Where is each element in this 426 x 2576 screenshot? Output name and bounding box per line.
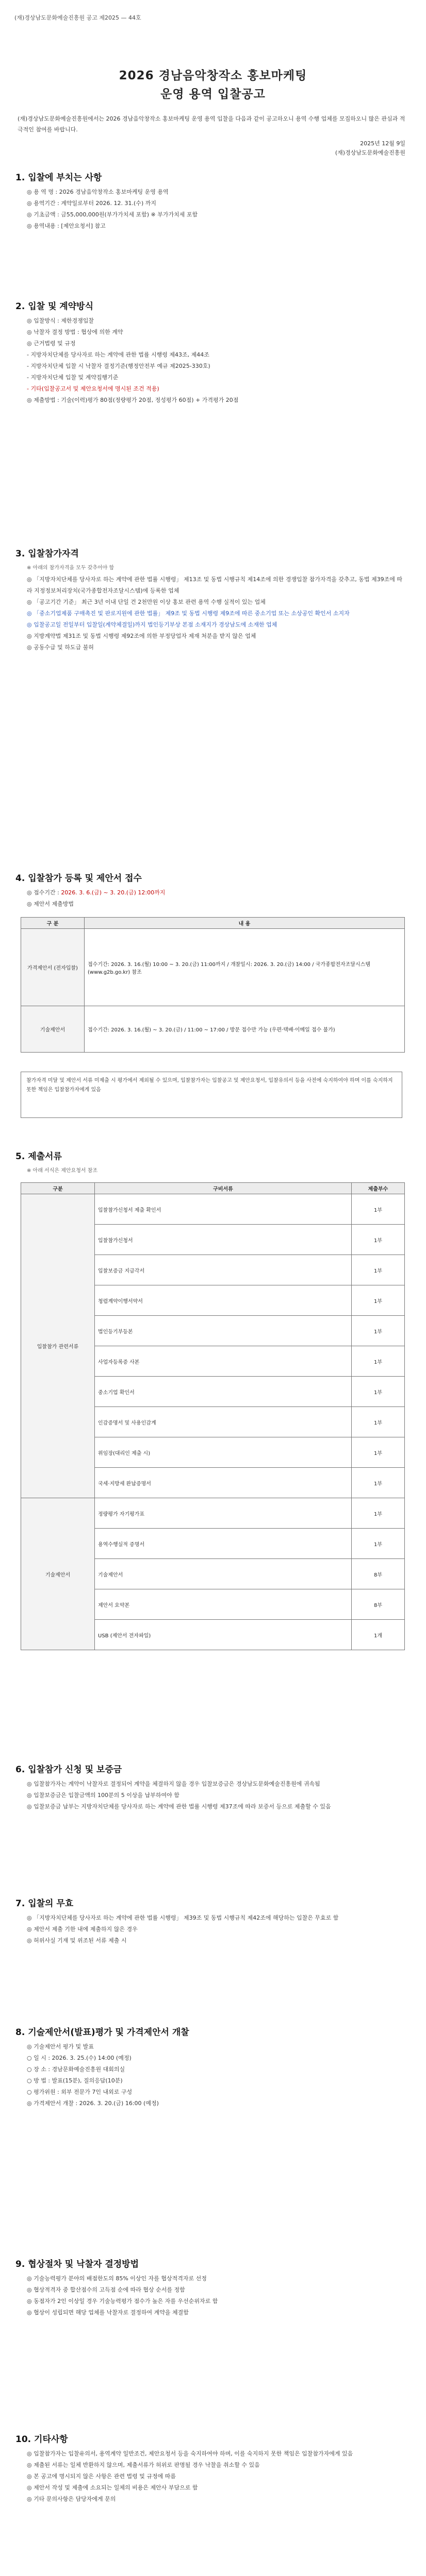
table-cell: 입찰참가신청서: [95, 1225, 352, 1255]
section-10-title: 10. 기타사항: [15, 2434, 68, 2445]
section-4-title: 4. 입찰참가 등록 및 제안서 접수: [15, 873, 142, 884]
s8-line: ○ 장 소 : 경남문화예술진흥원 대회의실: [27, 2066, 125, 2073]
s8-line: ◎ 기술제안서 평가 및 발표: [27, 2043, 94, 2050]
s6-line: ◎ 입찰보증금은 입찰금액의 100분의 5 이상을 납부하여야 함: [27, 1792, 179, 1799]
notice-date: 2025년 12월 9일: [360, 140, 405, 147]
table-header: 제출부수: [352, 1183, 405, 1194]
s2-line: ◎ 제출방법 : 기술(이력)평가 80점(정량평가 20점, 정성평가 60점) + 가격평가 20점: [27, 397, 239, 403]
s7-line: ◎ 허위사실 기재 및 위조된 서류 제출 시: [27, 1937, 127, 1944]
submission-table: [21, 917, 405, 1053]
section-6-title: 6. 입찰참가 신청 및 보증금: [15, 1765, 122, 1775]
table-cell: 제안서 요약본: [95, 1589, 352, 1620]
s10-line: ◎ 제출된 서류는 일체 반환하지 않으며, 제출서류가 허위로 판명될 경우 낙찰을 취소할 수 있음: [27, 2462, 260, 2468]
section-2-title: 2. 입찰 및 계약방식: [15, 301, 93, 312]
s3-line: ◎ 지방계약법 제31조 및 동법 시행령 제92조에 의한 부정당업자 제재 처분을 받지 않은 업체: [27, 633, 256, 639]
table-cell: 중소기업 확인서: [95, 1377, 352, 1407]
table-cell: 1개: [352, 1620, 405, 1650]
s2-line: ◎ 근거법령 및 규정: [27, 340, 76, 347]
table-cell: 1부: [352, 1529, 405, 1559]
table-cell: 정량평가 자기평가표: [95, 1498, 352, 1529]
page-subtitle: 운영 용역 입찰공고: [160, 88, 266, 101]
s9-line: ◎ 협상이 성립되면 해당 업체를 낙찰자로 결정하여 계약을 체결함: [27, 2309, 189, 2316]
s10-line: ◎ 입찰참가자는 입찰유의서, 용역계약 일반조건, 제안요청서 등을 숙지하여야 하며, 이를 숙지하지 못한 책임은 입찰참가자에게 있음: [27, 2450, 353, 2457]
section-1-body: [27, 187, 403, 232]
s2-line: - 지방자치단체를 당사자로 하는 계약에 관한 법률 시행령 제43조, 제44조: [27, 351, 209, 358]
table-cell: 1부: [352, 1407, 405, 1437]
s7-line: ◎ 제안서 제출 기한 내에 제출하지 않은 경우: [27, 1926, 138, 1933]
date-block: [335, 139, 405, 158]
s3-line: ◎ 공동수급 및 하도급 불허: [27, 644, 94, 651]
table-cell: 8부: [352, 1589, 405, 1620]
table-cell: 기술제안서: [21, 1006, 85, 1053]
table-cell: 1부: [352, 1255, 405, 1285]
s3-line: ◎ 「지방자치단체를 당사자로 하는 계약에 관한 법률 시행령」 제13조 및 동법 시행규칙 제14조에 의한 경쟁입찰 참가자격을 갖추고, 동법 제39조에 따라 지정정보처리장치(국가종합전자조달시스템)에 등록한 업체: [27, 576, 402, 594]
table-row: [21, 1498, 405, 1529]
table-cell: 국세·지방세 완납증명서: [95, 1468, 352, 1498]
section-1-title: 1. 입찰에 부치는 사항: [15, 173, 102, 183]
table-cell: 1부: [352, 1316, 405, 1346]
section-5-title: 5. 제출서류: [15, 1151, 62, 1162]
table-cell: 위임장(대리인 제출 시): [95, 1437, 352, 1468]
s5-note: ※ 아래 서식은 제안요청서 참조: [27, 1168, 98, 1174]
s9-line: ◎ 기술능력평가 분야의 배점한도의 85% 이상인 자를 협상적격자로 선정: [27, 2275, 207, 2282]
table-cell: 기술제안서: [95, 1559, 352, 1589]
s1-line: ◎ 용역기간 : 계약일로부터 2026. 12. 31.(수) 까지: [27, 200, 156, 207]
table-cell: 용역수행실적 증명서: [95, 1529, 352, 1559]
table-cell: 입찰참가 관련서류: [21, 1194, 95, 1498]
section-4-body: [27, 887, 403, 910]
s9-line: ◎ 동점자가 2인 이상일 경우 기술능력평가 점수가 높은 자를 우선순위자로 함: [27, 2298, 218, 2304]
s3-line: ※ 아래의 참가자격을 모두 갖추어야 함: [27, 565, 114, 571]
table-cell: 1부: [352, 1437, 405, 1468]
section-7-title: 7. 입찰의 무효: [15, 1899, 74, 1909]
s2-line: ◎ 낙찰자 결정 방법 : 협상에 의한 계약: [27, 329, 123, 335]
section-3-body: [27, 563, 403, 653]
section-8-body: [27, 2041, 403, 2109]
table-cell: USB (제안서 전자파일): [95, 1620, 352, 1650]
table-cell: 청렴계약이행서약서: [95, 1285, 352, 1316]
s2-line: - 기타(입찰공고서 및 제안요청서에 명시된 조건 적용): [27, 385, 159, 392]
table-header: 구비서류: [95, 1183, 352, 1194]
s6-line: ◎ 입찰보증금 납부는 지방자치단체를 당사자로 하는 계약에 관한 법률 시행령 제37조에 따라 보증서 등으로 제출할 수 있음: [27, 1803, 331, 1810]
table-cell: 기술제안서: [21, 1498, 95, 1650]
s4-period: [27, 887, 403, 899]
s4-period-value: 2026. 3. 6.(금) ~ 3. 20.(금) 12:00까지: [61, 889, 166, 896]
s6-line: ◎ 입찰참가자는 계약이 낙찰자로 결정되어 계약을 체결하지 않을 경우 입찰보증금은 경상남도문화예술진흥원에 귀속됨: [27, 1781, 320, 1787]
s8-line: ◎ 가격제안서 개찰 : 2026. 3. 20.(금) 16:00 (예정): [27, 2100, 159, 2107]
section-7-body: [27, 1912, 403, 1946]
s3-line: ◎ 입찰공고일 전일부터 입찰일(계약체결일)까지 법인등기부상 본점 소재지가 경상남도에 소재한 업체: [27, 621, 277, 628]
section-8-title: 8. 기술제안서(발표)평가 및 가격제안서 개찰: [15, 2027, 189, 2038]
s10-line: ◎ 제안서 작성 및 제출에 소요되는 일체의 비용은 제안사 부담으로 함: [27, 2484, 198, 2491]
s1-line: ◎ 용 역 명 : 2026 경남음악창작소 홍보마케팅 운영 용역: [27, 189, 169, 195]
table-row: [21, 1194, 405, 1225]
s10-line: ◎ 기타 문의사항은 담당자에게 문의: [27, 2496, 116, 2502]
section-10-body: [27, 2448, 403, 2505]
table-cell: 입찰보증금 지급각서: [95, 1255, 352, 1285]
table-header: 구 분: [21, 918, 85, 929]
section-9-title: 9. 협상절차 및 낙찰자 결정방법: [15, 2259, 139, 2269]
s1-line: ◎ 용역내용 : [제안요청서] 참고: [27, 223, 106, 229]
s4-sub: ◎ 제안서 제출방법: [27, 901, 74, 907]
table-cell: 1부: [352, 1346, 405, 1377]
s7-line: ◎ 「지방자치단체를 당사자로 하는 계약에 관한 법률 시행령」 제39조 및 동법 시행규칙 제42조에 해당하는 입찰은 무효로 함: [27, 1914, 339, 1921]
s1-line: ◎ 기초금액 : 금55,000,000원(부가가치세 포함) ※ 부가가치세 포함: [27, 211, 198, 218]
s2-line: - 지방자치단체 입찰 및 계약집행기준: [27, 374, 119, 381]
s8-line: ○ 일 시 : 2026. 3. 25.(수) 14:00 (예정): [27, 2055, 132, 2061]
s2-line: - 지방자치단체 입찰 시 낙찰자 결정기준(행정안전부 예규 제2025-330호): [27, 363, 210, 369]
section-3-title: 3. 입찰참가자격: [15, 549, 79, 559]
table-cell: 1부: [352, 1468, 405, 1498]
table-cell: 1부: [352, 1194, 405, 1225]
table-cell: 8부: [352, 1559, 405, 1589]
table-cell: 가격제안서 (전자입찰): [21, 929, 85, 1006]
s8-line: ○ 방 법 : 발표(15분), 질의응답(10분): [27, 2077, 123, 2084]
table-cell: 1부: [352, 1377, 405, 1407]
s4-period-label: ◎ 접수기간 :: [27, 889, 61, 896]
documents-table: [21, 1182, 405, 1650]
table-cell: 인감증명서 및 사용인감계: [95, 1407, 352, 1437]
table-cell: 1부: [352, 1498, 405, 1529]
header-note: (재)경상남도문화예술진흥원 공고 제2025 — 44호: [14, 14, 141, 21]
table-cell: 1부: [352, 1225, 405, 1255]
table-header: 구분: [21, 1183, 95, 1194]
section-2-body: [27, 315, 403, 406]
s4-notice-box: 참가자격 미달 및 제안서 서류 미제출 시 평가에서 제외될 수 있으며, 입찰참가자는 입찰공고 및 제안요청서, 입찰유의서 등을 사전에 숙지하여야 하며 이를 숙지하지 못한 책임은 입찰참가자에게 있음: [21, 1072, 402, 1118]
table-cell: 사업자등록증 사본: [95, 1346, 352, 1377]
s3-line: ◎ 「공고기간 기준」 최근 3년 이내 단일 건 2천만원 이상 홍보 관련 용역 수행 실적이 있는 업체: [27, 599, 266, 605]
section-6-body: [27, 1778, 403, 1812]
table-header: 내 용: [85, 918, 405, 929]
s10-line: ◎ 본 공고에 명시되지 않은 사항은 관련 법령 및 규정에 따름: [27, 2473, 176, 2480]
table-cell: 법인등기부등본: [95, 1316, 352, 1346]
s9-line: ◎ 협상적격자 중 합산점수의 고득점 순에 따라 협상 순서를 정함: [27, 2286, 185, 2293]
s2-line: ◎ 입찰방식 : 제한경쟁입찰: [27, 317, 94, 324]
table-cell: 접수기간: 2026. 3. 16.(월) 10:00 ~ 3. 20.(금) 11:00까지 / 개찰일시: 2026. 3. 20.(금) 14:00 / 국가종합전자조달시스템(www.g2b.go.kr) 참조: [85, 929, 405, 1006]
s3-line: ◎ 「중소기업제품 구매촉진 및 판로지원에 관한 법률」 제9조 및 동법 시행령 제9조에 따른 중소기업 또는 소상공인 확인서 소지자: [27, 610, 350, 617]
table-cell: 접수기간: 2026. 3. 16.(월) ~ 3. 20.(금) / 11:00 ~ 17:00 / 방문 접수만 가능 (우편·택배·이메일 접수 불가): [85, 1006, 405, 1053]
s8-line: ○ 평가위원 : 외부 전문가 7인 내외로 구성: [27, 2089, 133, 2095]
section-9-body: [27, 2273, 403, 2318]
page-title: 2026 경남음악창작소 홍보마케팅: [119, 69, 307, 82]
intro-text: (재)경상남도문화예술진흥원에서는 2026 경남음악창작소 홍보마케팅 운영 용역 입찰을 다음과 같이 공고하오니 용역 수행 업체를 모집하오니 많은 관심과 적극적인 참여를 바랍니다.: [18, 115, 405, 133]
table-cell: 1부: [352, 1285, 405, 1316]
table-cell: 입찰참가신청서 제출 확인서: [95, 1194, 352, 1225]
notice-org: (재)경상남도문화예술진흥원: [335, 149, 405, 156]
